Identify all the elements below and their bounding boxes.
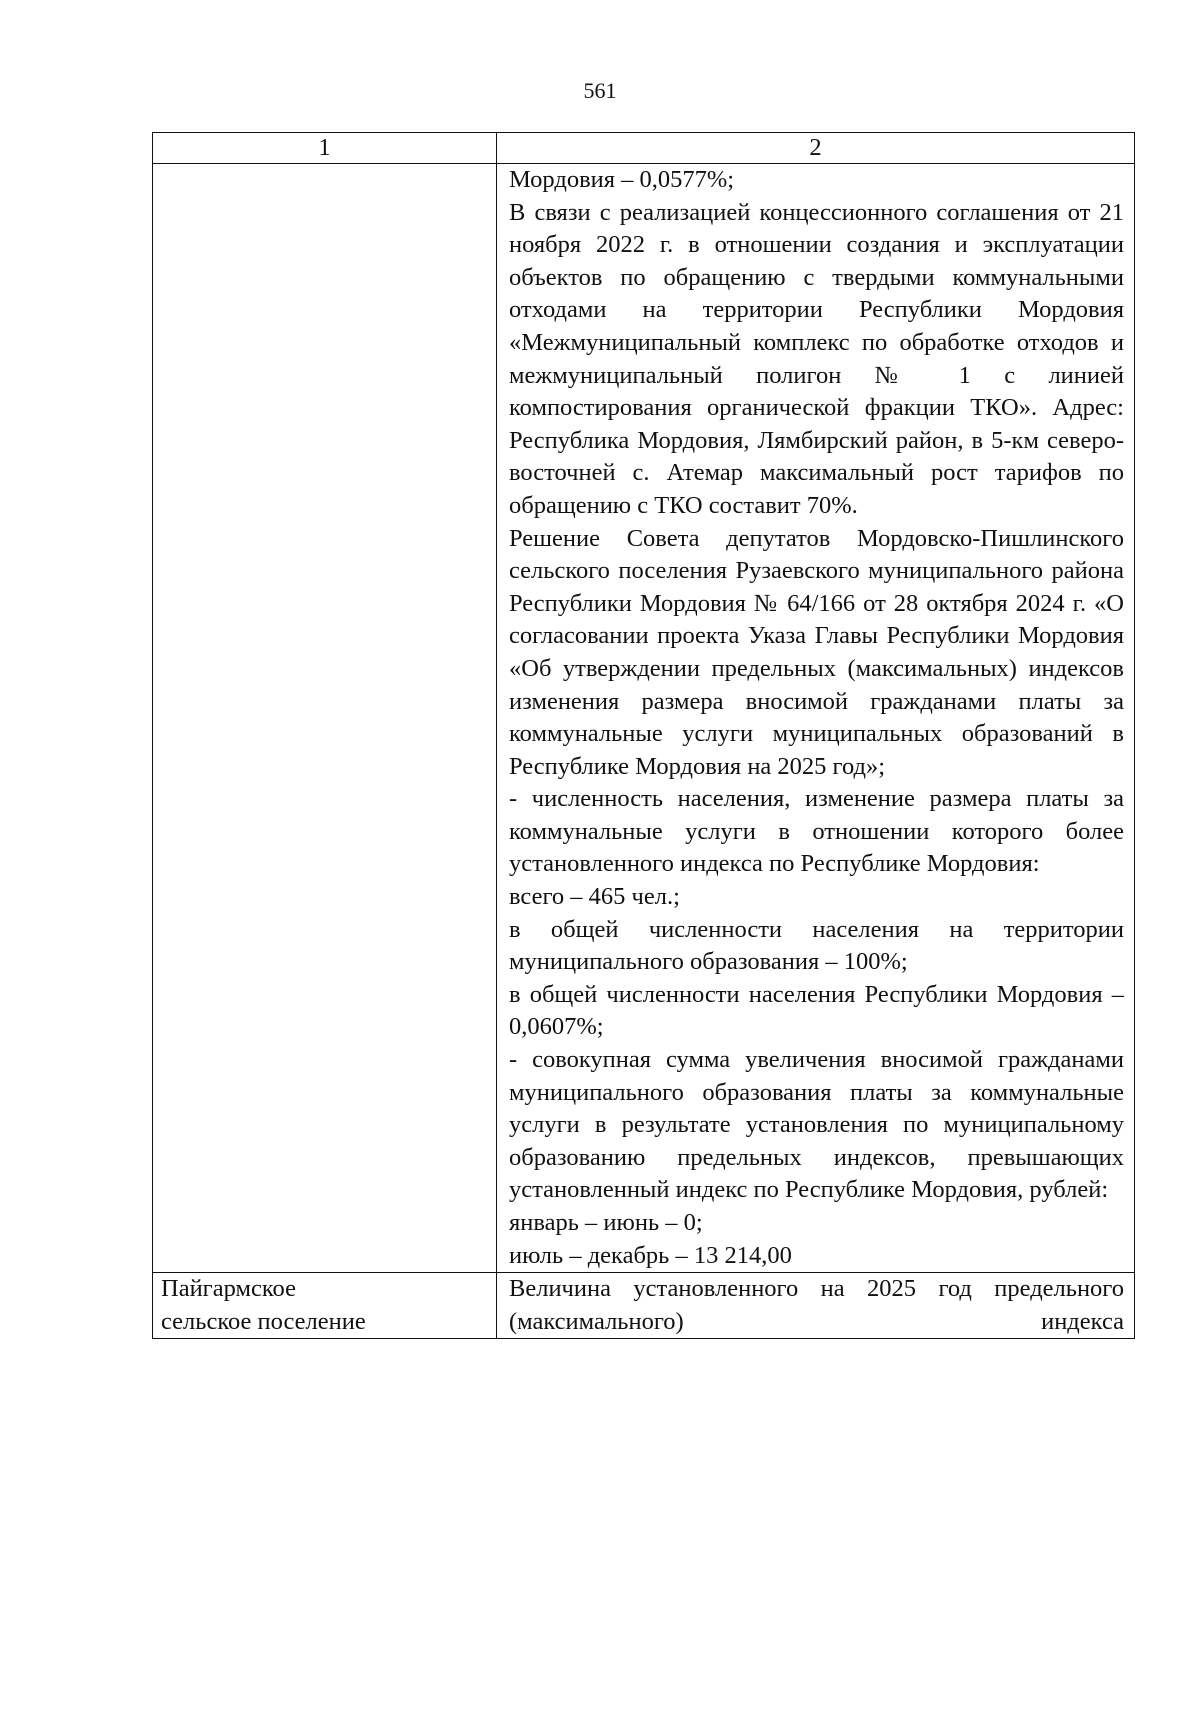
indicator-cell (497, 164, 1135, 1273)
concession-paragraph: В связи с реализацией концессионного соглашения от 21 ноября 2022 г. в отношении создания и эксплуатации объектов по обращению с твердыми коммунальными отходами на территории Республики Мордовия «Межмуниципальный комплекс по обработке отходов и межмуниципальный полигон № 1 с линией компостирования органической фракции ТКО». Адрес: Республика Мордовия, Лямбирский район, в 5-км северо-восточней с. Атемар максимальный рост тарифов по обращению с ТКО составит 70%. (509, 198, 1124, 519)
council-decision-paragraph: Решение Совета депутатов Мордовско-Пишлинского сельского поселения Рузаевского муниципального района Республики Мордовия № 64/166 от 28 октября 2024 г. «О согласовании проекта Указа Главы Республики Мордовия «Об утверждении предельных (максимальных) индексов изменения размера вносимой гражданами платы за коммунальные услуги муниципальных образований в Республике Мордовия на 2025 год»; (509, 524, 1124, 780)
page-number: 561 (583, 78, 617, 103)
population-total: всего – 465 чел.; (509, 883, 680, 911)
sum-jul-dec: июль – декабрь – 13 214,00 (509, 1241, 792, 1269)
table-header-row (153, 133, 1135, 164)
total-sum-paragraph: - совокупная сумма увеличения вносимой гражданами муниципального образования платы за коммунальные услуги в результате установления по муниципальному образованию предельных индексов, превышающих установленный индекс по Республике Мордовия, рублей: (509, 1046, 1124, 1204)
index-value-paragraph: Величина установленного на 2025 год предельного (максимального) индекса (509, 1275, 1124, 1335)
population-paragraph: - численность населения, изменение размера платы за коммунальные услуги в отношении которого более установленного индекса по Республике Мордовия: (509, 785, 1124, 878)
settlement-name-cell (153, 1273, 497, 1339)
population-share-republic: в общей численности населения Республики Мордовия – 0,0607%; (509, 980, 1124, 1041)
settlement-name-cell (153, 164, 497, 1273)
settlements-table (152, 132, 1135, 1339)
population-share-municipality: в общей численности населения на территории муниципального образования – 100%; (509, 915, 1124, 976)
header-column-2: 2 (497, 133, 1135, 164)
indicator-cell (497, 1273, 1135, 1339)
continuation-line: Мордовия – 0,0577%; (509, 166, 735, 193)
table-row (153, 1273, 1135, 1339)
settlement-name-line: сельское поселение (161, 1307, 366, 1335)
header-column-1: 1 (153, 133, 497, 164)
sum-jan-jun: январь – июнь – 0; (509, 1209, 703, 1236)
settlement-name-line: Пайгармское (161, 1275, 296, 1303)
table-row (153, 164, 1135, 1273)
